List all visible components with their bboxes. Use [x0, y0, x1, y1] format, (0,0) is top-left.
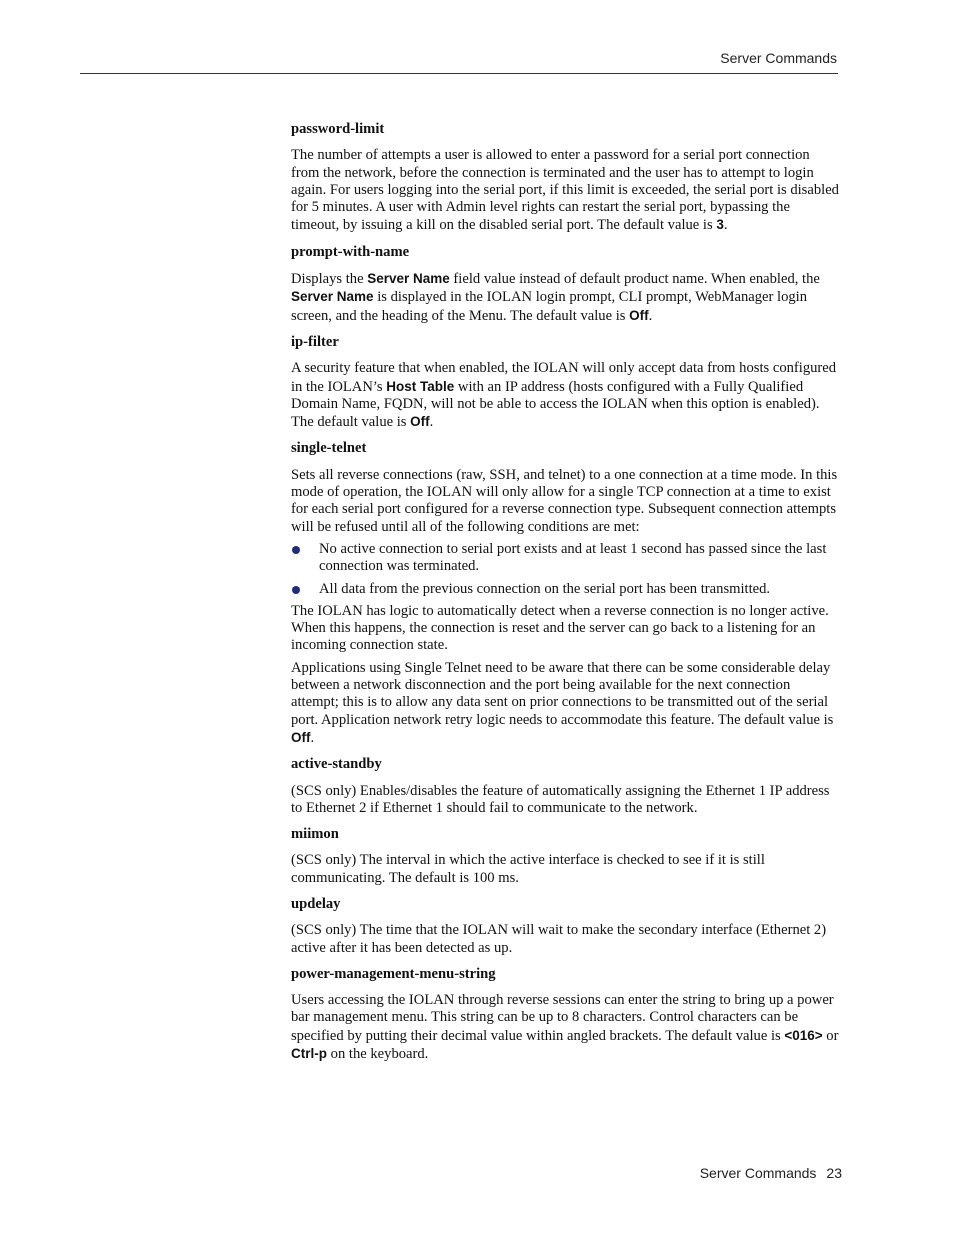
sentence-end: .: [723, 217, 728, 234]
description-text: on the keyboard.: [327, 1046, 429, 1063]
ui-label-server-name: Server Name: [291, 289, 374, 305]
description-text: field value instead of default product name. When enabled, the: [449, 271, 820, 288]
sentence-end: .: [310, 729, 315, 746]
ui-label-host-table: Host Table: [386, 378, 455, 394]
term-prompt-with-name: prompt-with-name: [291, 243, 410, 260]
description-updelay: (SCS only) The time that the IOLAN will wait to make the secondary interface (Ethernet 2) active after it has been detected as up.: [291, 922, 827, 956]
description-text: is displayed in the IOLAN login prompt, CLI prompt, WebManager login screen, and the heading of the Menu. The default value is: [291, 289, 808, 324]
description-text: A security feature that when enabled, the IOLAN will only accept data from hosts configured in the IOLAN’s: [291, 360, 837, 395]
description-single-telnet: Sets all reverse connections (raw, SSH, and telnet) to a one connection at a time mode. In this mode of operation, the IOLAN will only allow for a single TCP connection at a time to exist for each serial port configured for a reverse connection type. Subsequent connection attempts will be refused until all of the following conditions are met:: [291, 466, 838, 535]
description-text: with an IP address (hosts configured with a Fully Qualified Domain Name, FQDN, will not be able to access the IOLAN when this option is enabled). The default value is: [291, 378, 820, 431]
running-footer: [700, 1165, 842, 1181]
ui-value-016: <016>: [784, 1027, 823, 1043]
description-power-management-menu-string: [291, 992, 839, 1063]
description-text: Displays the: [291, 271, 368, 288]
header-rule: [80, 73, 838, 74]
page-number: 23: [826, 1165, 842, 1181]
list-item-text: No active connection to serial port exists and at least 1 second has passed since the last connection was terminated.: [319, 540, 827, 575]
term-single-telnet: single-telnet: [291, 440, 367, 457]
default-value: Off: [291, 729, 311, 745]
ui-key-ctrl-p: Ctrl-p: [291, 1046, 327, 1062]
term-ip-filter: ip-filter: [291, 333, 339, 350]
default-value: 3: [716, 217, 724, 233]
description-text: Applications using Single Telnet need to be aware that there can be some considerable delay between a network disconnection and the port being available for the next connection attempt; this is to allow any data sent on prior connections to be transmitted out of the serial port. Application network retry logic needs to accommodate this feature. The default value is: [291, 659, 834, 728]
description-password-limit: [291, 147, 839, 234]
bullet-icon: [292, 586, 300, 594]
footer-section: Server Commands: [699, 1165, 817, 1181]
description-prompt-with-name: [291, 270, 839, 325]
term-password-limit: password-limit: [291, 121, 385, 137]
term-updelay: updelay: [291, 895, 341, 912]
default-value: Off: [410, 414, 430, 430]
page-body: [291, 121, 839, 1072]
description-miimon: (SCS only) The interval in which the active interface is checked to see if it is still communicating. The default is 100 ms.: [291, 852, 765, 886]
list-item: [291, 541, 839, 576]
term-miimon: miimon: [291, 826, 339, 843]
term-power-management-menu-string: power-management-menu-string: [291, 965, 496, 982]
default-value: Off: [629, 307, 649, 323]
conditions-list: [291, 541, 839, 598]
paragraph-applications: [291, 660, 839, 747]
description-ip-filter: [291, 360, 839, 431]
sentence-end: .: [648, 307, 653, 324]
bullet-icon: [292, 546, 300, 554]
ui-label-server-name: Server Name: [367, 271, 450, 287]
description-text: Users accessing the IOLAN through reverse sessions can enter the string to bring up a power bar management menu. This string can be up to 8 characters. Control characters can be specified by putting their decimal value within angled brackets. The default value is: [291, 992, 834, 1044]
list-item: [291, 581, 839, 598]
description-text: The number of attempts a user is allowed to enter a password for a serial port connection from the network, before the connection is terminated and the user has to attempt to login again. For users logging into the serial port, if this limit is exceeded, the serial port is disabled for 5 minutes. A user with Admin level rights can restart the serial port, bypassing the timeout, by issuing a kill on the disabled serial port. The default value is: [291, 147, 839, 234]
description-active-standby: (SCS only) Enables/disables the feature of automatically assigning the Ethernet 1 IP address to Ethernet 2 if Ethernet 1 should fail to communicate to the network.: [291, 782, 830, 816]
list-item-text: All data from the previous connection on the serial port has been transmitted.: [319, 580, 771, 597]
sentence-end: .: [429, 414, 434, 431]
description-text: or: [822, 1027, 839, 1044]
term-active-standby: active-standby: [291, 756, 382, 773]
running-header: Server Commands: [720, 50, 837, 66]
paragraph-auto-detect: The IOLAN has logic to automatically detect when a reverse connection is no longer active. When this happens, the connection is reset and the server can go back to a listening for an incoming connection state.: [291, 602, 829, 654]
